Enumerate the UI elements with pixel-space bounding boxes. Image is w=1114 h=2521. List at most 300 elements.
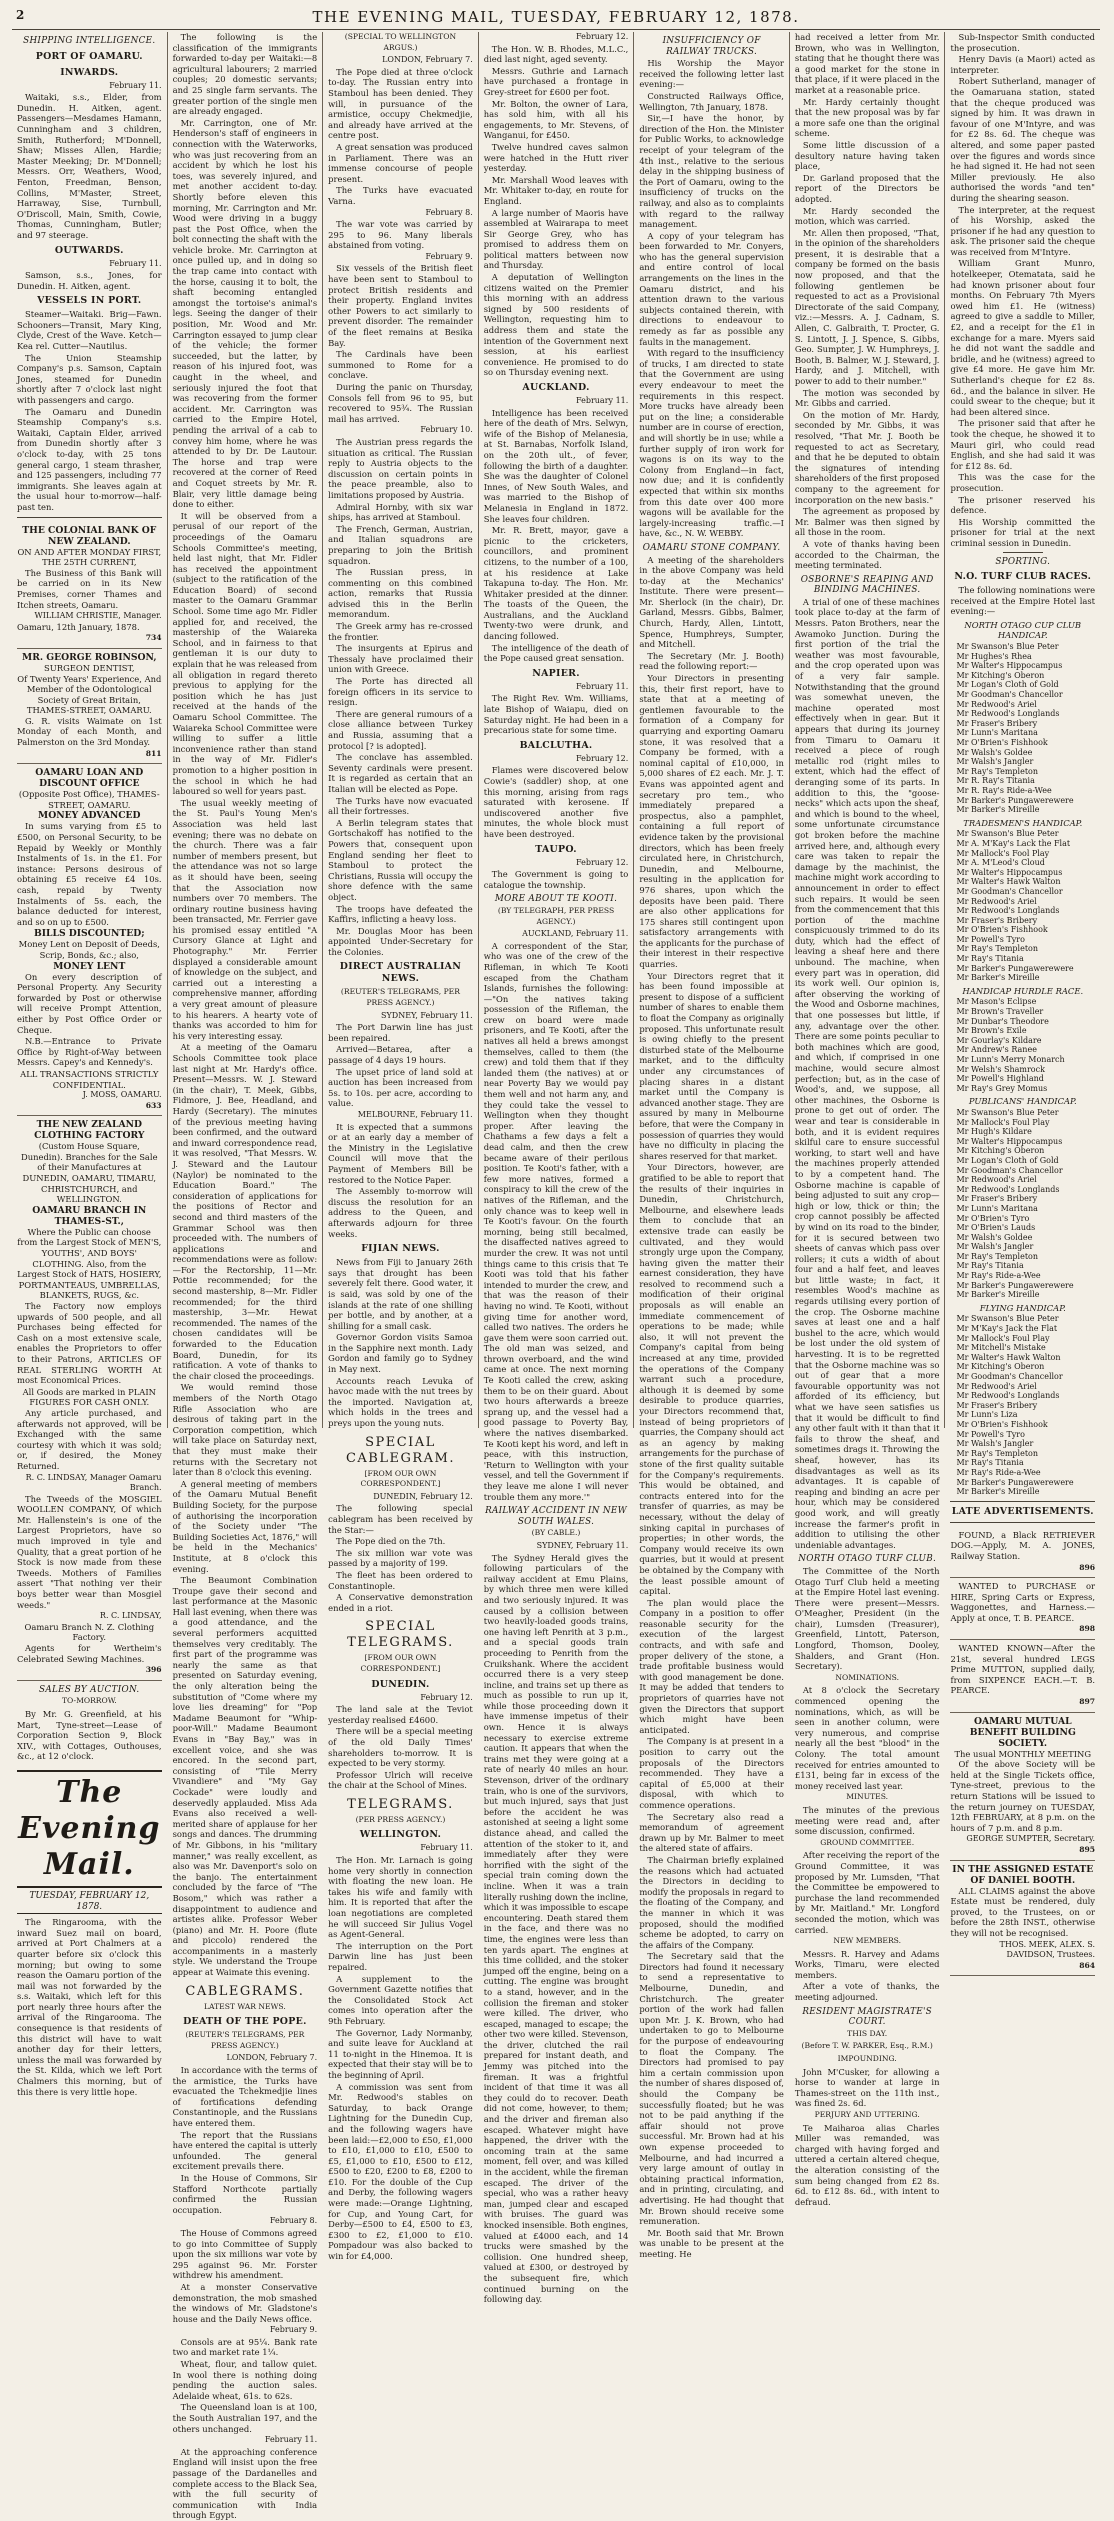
nomination-entry: Mr Logan's Cloth of Gold [956, 1155, 1059, 1165]
article-paragraph: The conclave has assembled. Seventy cardinals were present. It is regarded as certain that an Italian will be elected as Pope. [328, 752, 473, 794]
article-paragraph: The prisoner reserved his defence. [950, 494, 1096, 516]
nomination-entry: Mr Walsh's Goldee [956, 1232, 1033, 1242]
nomination-entry: Mr Powell's Tyro [956, 1429, 1025, 1439]
tradesmen-heading: TRADESMEN'S HANDICAP. [963, 817, 1083, 828]
nomination-entry: Mr Ray's Titania [956, 1458, 1024, 1468]
article-paragraph: Your Directors, however, are gratified to be able to report that the results of their inquiries in Dunedin, Christchurch, Melbourne, and elsewhere leads them to conclude that an extensive trade can easily be cultivated, and they would strongly urge upon the Company, having given the matter their earnest consideration, they have resolved to recommend such a modification of their original proposals as will enable an immediate commencement of operations to be made; while also, it will not prevent the Company's capital from being increased at any time, provided the operations of the Company warrant such a procedure, although it is deemed by some desirable to produce quarries, your Directors recommend that, instead of being proprietors of quarries, the Company should act as an agency by making arrangements for the purchase of stone of the first quality suitable for the Company's requirements. This would be obtained, and contracts entered into for the transfer of quarries, as may be necessary, without the delay of sinking capital in purchases of properties; in other words, the Company would receive its own quarries, but it would at present be obtained by the Company with the least possible amount of capital. [639, 1162, 784, 1597]
special-cable-heading: SPECIAL CABLEGRAM. [345, 1434, 455, 1466]
dateline: DUNEDIN, February 12. [373, 1491, 473, 1501]
dateline: LONDON, February 7. [382, 55, 473, 65]
nomination-entry: Mr O'Brien's Lauds [956, 1223, 1036, 1233]
article-paragraph: A trial of one of these machines took place to-day at the farm of Messrs. Paton Brothers, near the Awamoko Junction. During the first portion of the trial the weather was most favourable, and the crop operated upon was of a very fair sample. Notwithstanding that the ground was somewhat uneven, the machine operated most effectively when in gear. But it appears that during its journey from Timaru to Oamaru it received a piece of rough metallic rod (right miles to extent, which had the effect of deranging some of its parts. In addition to this, the "goose-necks" which acts upon the sheaf, and which is bound to the wheel, some unfortunate circumstance got broken before the machine arrived here, and, although every care was taken to repair the damage by the machinist, the machine might work according to announcement in order to effect such repairs. It would be seen from the commencement that this portion of the machine conspicuously trimmed to do its duty, which had the effect of leaving a sheaf here and there unbound. The machine, when every part was in operation, did its work well. Our opinion is, after observing the working of the Wood and Osborne machines, that one possesses but little, if any, advantage over the other. There are some points peculiar to both machines which are good, and which, if comprised in one machine, would secure almost perfection; but, as in the case of Wood's, and, we suppose, all other machines, the Osborne is prone to get out of order. The wear and tear is considerable in both, and it is evident requires skilful care to ensure successful working, to start well and have the machines properly attended to by a competent hand. The Osborne machine is capable of being adjusted to suit any crop—high or low, thick or thin; the crop cannot possibly be affected by wind on its road to the binder, for it is secured between two sheets of canvas which pass over rollers; it cuts a width of about four and a half feet, and leaves but little waste; in fact, it resembles Wood's machine as regards utilising every portion of the crop. The Osborne machine saves at least one and a half bushel to the acre, which would be lost under the old system of harvesting. It is to be regretted that the Osborne machine was so out of gear that a more favourable opportunity was not afforded of its efficiency, but what we have seen satisfies us that it would be difficult to find any other fault with it than that it fails to throw the sheaf, and sometimes drags it. Throwing the sheaf, however, has its disadvantages as well as its advantages. It is capable of reaping and binding an acre per hour, which may be considered good work, and will greatly increase the farmer's profit in addition to utilising the other undeniable advantages. [794, 596, 940, 1550]
nomination-entry: Mr Redwood's Longlands [956, 906, 1060, 916]
article-paragraph: The Hon. Mr. Larnach is going home very shortly in connection with floating the new loan. He takes his wife and family with him. It is reported that after the loan negotiations are completed he will succeed Sir Julius Vogel as Agent-General. [328, 1855, 473, 1940]
nomination-entry: Mr Lunn's Merry Monarch [956, 1055, 1065, 1064]
nomination-entry: Mr Kitching's Oberon [956, 1146, 1045, 1156]
wanted-no: 898 [1079, 1624, 1096, 1634]
wanted2-text: WANTED KNOWN—After the 21st, several hundred LEGS Prime MUTTON, supplied daily, from SIXPENCE EACH.—T. B. PEARCE. [950, 1643, 1096, 1696]
plain-text: Any article purchased, and afterwards not approved, will be Exchanged with the same courtesy with which it was sold; or, if desired, the Money Returned. [17, 1407, 162, 1471]
special-cable-sub: [FROM OUR OWN CORRESPONDENT.] [360, 1468, 441, 1489]
mutual-advertisement [950, 1713, 1095, 1861]
article-paragraph: The Sydney Herald gives the following particulars of the railway accident at Emu Plains, by which three men were killed and two seriously injured. It was caused by a collision between two heavily-loaded goods trains, one having left Penrith at 3 p.m., and a special goods train proceeding to Penrith from the Cruikshank. Where the accident occurred there is a very steep incline, and trains set up there as much as possible to run up it, while those proceeding down it have immense impetus of their own. Hence it is always necessary to exercise extreme caution. It appears that when the trains met they were going at a rate of nearly 40 miles an hour. Stevenson, driver of the ordinary train, who is one of the survivors, but much injured, says that just before the accident he was astonished at seeing a light some distance ahead, and called the attention of the stoker to it, and immediately after they were horrified with the sight of the special train coming down the incline. When it was a train literally rushing down the incline, which it was impossible to escape encountering. Death stared them in the face, and there was no time, the engines were less than ten yards apart. The engines at this time collided, and the stoker jumped off the engine, being on a cutting. The engine was brought to a stand, however, and in the collision the fireman and stoker were killed. The driver, who escaped, managed to escape; the other two were killed. Stevenson, the driver, clutched the rail prepared for instant death, and Jemmy was pitched into the fireman. It was a frightful incident of that time it was all they could do to recover. Death did not come, however, to them; and the driver and fireman also escaped. Whatever might have happened, the driver with the oncoming train at the same moment, fell over, and was killed in the accident, while the fireman escaped. The driver of the special, who was a rather heavy man, jumped clear and escaped with bruises. The guard was knocked insensible. Both engines, valued at £4000 each, and 14 trucks were smashed by the collision. One hundred sheep, valued at £300, or destroyed by the subsequent fire, which continued burning on the following day. [483, 1552, 629, 2305]
dentist-advertisement [17, 649, 162, 764]
confidential-line: ALL TRANSACTIONS STRICTLY CONFIDENTIAL. [20, 1068, 159, 1090]
article-paragraph: A Conservative demonstration ended in a riot. [328, 1592, 473, 1613]
article-paragraph: Mr. Marshall Wood leaves with Mr. Whitaker to-day, en route for England. [483, 174, 629, 206]
telegrams-sub: (PER PRESS AGENCY.) [355, 1814, 446, 1824]
nomination-entry: Mr Walsh's Jangler [956, 1439, 1034, 1449]
vessels-text: Steamer—Waitaki. Brig—Fawn. Schooners—Transit, Mary King, Clyde, Crest of the Wave. Ketch—Kea rel. Cutter—Nautilus. [17, 309, 162, 352]
tradesmen-list [950, 829, 1095, 983]
article-paragraph: Henry Davis (a Maori) acted as interpreter. [950, 54, 1096, 75]
nomination-entry: Mr Barker's Mireille [956, 1487, 1040, 1497]
moss-sig: J. MOSS, OAMARU. [82, 1090, 162, 1100]
article-paragraph: Mr. Hardy seconded the motion, which was carried. [794, 205, 940, 227]
dentist-text: Of Twenty Years' Experience, And Member of the Odontological Society of Great Britain, THAMES-STREET, OAMARU. [17, 673, 162, 716]
nomination-entry: Mr Barker's Pungawerewere [956, 963, 1074, 973]
nomination-entry: Mr Redwood's Longlands [956, 709, 1060, 719]
bills-text: Money Lent on Deposit of Deeds, Scrip, Bonds, &c.; also, [18, 939, 160, 960]
article-paragraph: Mr. Carrington, one of Mr. Henderson's staff of engineers in connection with the Waterworks, who was just recovering from an accident by which he lost his toes, was severely injured, and met another accident to-day. Shortly before eleven this morning, Mr. Carrington and Mr. Wood were driving in a buggy past the Post Office, when the bolt connecting the shaft with the vehicle broke. Mr. Carrington at once pulled up, and in doing so the trap came into contact with the horse, causing it to bolt, the shaft becoming entangled amongst the tortoise's animal's legs. Seeing the danger of their position, Mr. Wood and Mr. Carrington essayed to jump clear of the vehicle; the former succeeded, but the latter, by reason of his injured foot, was caught in the wheel, and seriously injured the foot that was recovering from the former accident. Mr. Carrington was carried to the Empire Hotel, pending the arrival of a cab to convey him home, where he was attended to by Dr. De Lautour. The horse and trap were recovered at the corner of Reed and Coquet streets by Mr. R. Blair, very little damage being done to either. [172, 117, 318, 510]
article-paragraph: A copy of your telegram has been forwarded to Mr. Conyers, who has the general supervision and entire control of local arrangements on the lines in the Oamaru district, and his attention drawn to the various subjects contained therein, with directions to endeavour to remedy as far as possible any faults in the management. [639, 230, 784, 347]
article-paragraph: The report that the Russians have entered the capital is utterly unfounded. The general excitement prevails there. [172, 2129, 318, 2172]
article-paragraph: Flames were discovered below Cowie's (saddler) shop, at one this morning, arising from rags saturated with kerosene. If undiscovered another five minutes, the whole block must have been destroyed. [483, 765, 629, 839]
death-heading: DEATH OF THE POPE. [183, 2016, 307, 2028]
article-paragraph: The Pope died at three o'clock to-day. The Russian entry into Stamboul has been denied. They will, in pursuance of the armistice, occupy Chekmedjie, and already have arrived at the centre post. [328, 66, 473, 141]
bank-sig: WILLIAM CHRISTIE, Manager. [34, 611, 162, 621]
article-paragraph: The motion was seconded by Mr. Gibbs and carried. [794, 387, 940, 409]
article-paragraph: The Assembly to-morrow will discuss the resolution for an address to the Queen, and afterwards adjourn for three weeks. [328, 1186, 473, 1239]
nomination-entry: Mr Ray's Templeton [956, 1251, 1039, 1261]
balclutha-heading: BALCLUTHA. [519, 739, 593, 751]
column-4 [478, 32, 634, 2305]
nomination-entry: Mr Barker's Pungawerewere [956, 795, 1074, 805]
article-paragraph: John M'Cusker, for allowing a horse to wander at large in Thames-street on the 11th inst., was fined 2s. 6d. [794, 2066, 940, 2109]
inwards-heading: INWARDS. [60, 66, 119, 78]
article-paragraph: The Committee of the North Otago Turf Club held a meeting at the Empire Hotel last evening. There were present—Messrs. O'Meagher, President (in the chair), Lumsden (Treasurer), Greenfield, Lintott, Paterson, Longford, Thomson, Dooley, Shalders, and Grant (Hon. Secretary). [794, 1565, 940, 1672]
nomination-entry: Mr Goodman's Chancellor [956, 690, 1063, 700]
bank-no: 734 [145, 633, 162, 643]
nomination-entry: Mr Hugh's Kildare [956, 1127, 1032, 1137]
nomination-entry: Mr Walter's Hippocampus [956, 867, 1063, 877]
nomination-entry: Mr Kitching's Oberon [956, 1362, 1045, 1372]
vessels-heading: VESSELS IN PORT. [37, 295, 142, 307]
clothing-advertisement [17, 1116, 162, 1681]
article-paragraph: There are general rumours of a close alliance between Turkey and Russia, assuming that a protocol [? is adopted]. [328, 708, 473, 751]
hurdle-heading: HANDICAP HURDLE RACE. [962, 985, 1084, 996]
article-paragraph: News from Fiji to January 26th says that drought has been severely felt there. Good water, it is said, was sold by one of the islands at the rate of one shilling per bottle, and by another, at a shilling for a small cask. [328, 1257, 473, 1331]
shipping-heading: SHIPPING INTELLIGENCE. [23, 36, 156, 46]
nomination-entry: Mr Mallock's Foul Play [956, 1117, 1050, 1127]
nomination-entry: Mr Andrew's Ranee [956, 1045, 1037, 1055]
article-paragraph: The Port Darwin line has just been repaired. [328, 1022, 473, 1043]
article-paragraph: Twelve hundred caves salmon were hatched in the Hutt river yesterday. [483, 141, 629, 174]
publicans-heading: PUBLICANS' HANDICAP. [968, 1096, 1077, 1107]
nomination-entry: Mr Lunn's Liza [956, 1410, 1018, 1420]
nomination-entry: Mr A. M'Kay's Lack the Flat [956, 838, 1071, 848]
article-paragraph: The intelligence of the death of the Pope caused great sensation. [483, 642, 629, 664]
dateline: February 9. [269, 2325, 318, 2335]
money-lent-text: On every description of Personal Property. Any Security forwarded by Post or otherwise will receive Prompt Attention, either by Post Office Order or Cheque. [17, 971, 162, 1035]
nomination-entry: Mr Redwood's Longlands [956, 1391, 1060, 1401]
article-paragraph: The interruption on the Port Darwin line has just been repaired. [328, 1940, 473, 1972]
clothing-heading: THE NEW ZEALAND CLOTHING FACTORY [34, 1119, 145, 1142]
article-paragraph: Sir,—I have the honor, by direction of the Hon. the Minister for Public Works, to acknowledge receipt of your telegram of the 4th inst., relative to the serious delay in the shipping business of the Port of Oamaru, owing to the insufficiency of trucks on the railway, and also as to complaints with regard to the railway management. [639, 113, 784, 230]
nomination-entry: Mr Ray's Templeton [956, 1448, 1039, 1458]
nomination-entry: Mr Welsh's Shamrock [956, 1064, 1045, 1074]
auckland-heading: AUCKLAND. [522, 382, 590, 393]
kooti-sub: (BY TELEGRAPH, PER PRESS AGENCY.) [497, 905, 615, 926]
money-lent-heading: MONEY LENT [53, 960, 126, 972]
article-paragraph: Accounts reach Levuka of havoc made with the nut trees by the imported. Navigation at, which holds in the trees and preys upon the young nuts. [328, 1375, 473, 1429]
article-paragraph: The Right Rev. Wm. Williams, late Bishop of Waiapu, died on Saturday night. He had been in a precarious state for some time. [483, 693, 629, 736]
dateline: AUCKLAND, February 11. [522, 929, 629, 939]
nomination-entry: Mr Ray's Titania [956, 1261, 1024, 1271]
sales-sub: TO-MORROW. [61, 1696, 117, 1706]
dateline: February 12. [575, 753, 629, 763]
outwards-heading: OUTWARDS. [54, 244, 124, 256]
nomination-entry: Mr Barker's Pungawerewere [956, 1477, 1074, 1487]
dateline: February 9. [425, 251, 473, 261]
found-no: 896 [1079, 1562, 1096, 1572]
estate-no: 864 [1079, 1960, 1096, 1970]
lindsay-sig: R. C. LINDSAY, Manager Oamaru Branch. [25, 1472, 162, 1493]
estate-sig: THOS. MEEK, ALEX. S. DAVIDSON, Trustees. [999, 1939, 1096, 1960]
article-paragraph: The Government is going to catalogue the township. [483, 869, 629, 890]
nomination-entry: Mr Powell's Tyro [956, 934, 1025, 944]
article-paragraph: The following nominations were received at the Empire Hotel last evening:— [950, 585, 1096, 617]
nomination-entry: Mr Powell's Highland [956, 1074, 1044, 1084]
article-paragraph: A large number of Maoris have assembled at Wairarapa to meet Sir George Grey, who has promised to address them on political matters between now and Thursday. [483, 207, 629, 271]
ground-heading: GROUND COMMITTEE. [820, 1837, 915, 1847]
nomination-entry: Mr Lunn's Maritana [956, 728, 1038, 738]
nomination-entry: Mr Goodman's Chancellor [956, 886, 1063, 896]
article-paragraph: Messrs. Guthrie and Larnach have purchased a frontage in Grey-street for £600 per foot. [483, 65, 629, 97]
bank-text: The Business of this Bank will be carried on in its New Premises, corner Thames and Itchen streets, Oamaru. [17, 567, 162, 610]
article-paragraph: His Worship committed the prisoner for trial at the next criminal session in Dunedin. [950, 516, 1096, 548]
mutual-sig: GEORGE SUMPTER, Secretary. [966, 1834, 1096, 1844]
osborne-heading: OSBORNE'S REAPING AND BINDING MACHINES. [800, 574, 934, 596]
branch-text: Where the Public can choose from the Largest Stock of MEN'S, YOUTHS', AND BOYS' CLOTHING. Also, from the Largest Stock of HATS, HOSIERY, PORTMANTEAUS, UMBRELLAS, BLANKETS, RUGS, &c. [17, 1226, 162, 1301]
loan-sub: (Opposite Post Office), THAMES-STREET, OAMARU. [18, 789, 160, 810]
nomination-entry: Mr Ray's Templeton [956, 944, 1039, 954]
dunedin-heading: DUNEDIN. [371, 1678, 430, 1690]
nomination-entry: Mr Swanson's Blue Peter [956, 1314, 1059, 1324]
column-5 [633, 32, 789, 2259]
article-paragraph: The Turks have evacuated Varna. [328, 185, 473, 206]
dateline: February 12. [575, 32, 629, 41]
nomination-entry: Mr Gourlay's Kildare [956, 1035, 1042, 1045]
insuff-heading: INSUFFICIENCY OF RAILWAY TRUCKS. [662, 36, 761, 57]
article-paragraph: A deputation of Wellington citizens waited on the Premier this morning with an address signed by 500 residents of Wellington, requesting him to address them and state the intention of the Government next session, at his earliest convenience. He promised to do so on Thursday evening next. [483, 272, 629, 378]
nomination-entry: Mr Ray's Ride-a-Wee [956, 1271, 1041, 1281]
article-paragraph: The plan would place the Company in a position to offer reasonable security for the execution of the largest contracts, and with safe and proper delivery of the stone, a trade profitable business would with good management be done. It may be added that tenders to proprietors of quarries have not given the Directors that support which might have been anticipated. [639, 1597, 784, 1735]
article-paragraph: Some little discussion of a desultory nature having taken place, [794, 139, 940, 172]
estate-heading: IN THE ASSIGNED ESTATE OF DANIEL BOOTH. [952, 1863, 1094, 1886]
dateline: SYDNEY, February 11. [381, 1010, 473, 1020]
article-paragraph: The prisoner said that after he took the cheque, he showed it to Mauri girl, who could read English, and she had said it was for £12 8s. 6d. [950, 418, 1096, 471]
nominations-heading: NOMINATIONS. [835, 1672, 899, 1682]
masthead [12, 6, 1100, 30]
article-paragraph: Your Directors in presenting this, their first report, have to state that at a meeting of gentlemen favourable to the formation of a Company for quarrying and exporting Oamaru stone, it was resolved that a Company be formed, with a nominal capital of £10,000, in 5,000 shares of £2 each. Mr. J. T. Evans was appointed agent and secretary pro tem., who immediately prepared a prospectus, also a pamphlet, containing a full report of evidence taken by the provisional directors, which has been freely circulated here, in Christchurch, Dunedin, and Melbourne, resulting in the application for 976 shares, upon which the deposits have been paid. There are also other applications for 175 shares still contingent upon satisfactory arrangements with the applicants for the purchase of their interest in their respective quarries. [639, 673, 784, 970]
article-paragraph: We would remind those members of the North Otago Rifle Association who are desirous of taking part in the Corporation competition, which will take place on Saturday next, that they must make their returns with the Secretary not later than 8 o'clock this evening. [172, 1382, 318, 1478]
wanted-text: WANTED to PURCHASE or HIRE, Spring Carts or Express, Waggonettes, and Harness.—Apply at once, T. B. PEARCE. [950, 1581, 1096, 1623]
nomination-entry: Mr Ray's Ride-a-Wee [956, 1467, 1041, 1477]
rm-sub: (Before T. W. PARKER, Esq., R.M.) [801, 2041, 933, 2051]
article-paragraph: Mr. R. Brett, mayor, gave a picnic to the cricketers, councillors, and prominent citizens, to the number of a 100, at his residence at Lake Takapuna to-day. The Hon. Mr. Whitaker presided at the dinner. The toasts of the Queen, the Australians, and the Auckland Twenty-two were drunk, and dancing followed. [483, 525, 629, 642]
nomination-entry: Mr Redwood's Ariel [956, 896, 1037, 906]
article-paragraph: Constructed Railways Office, Wellington, 7th January, 1878. [639, 90, 784, 112]
article-paragraph: The Secretary (Mr. J. Booth) read the following report:— [639, 650, 784, 672]
flying-heading: FLYING HANDICAP. [979, 1302, 1066, 1313]
article-paragraph: The Secretary also read a memorandum of agreement drawn up by Mr. Balmer to meet the altered state of affairs. [639, 1811, 784, 1854]
nomination-entry: Mr Mallock's Fool Play [956, 848, 1050, 858]
money-heading: MONEY ADVANCED [38, 810, 141, 822]
article-paragraph: At the approaching conference England will insist upon the free passage of the Dardanelles and complete access to the Black Sea, with the full security of communication with India through Egypt. [172, 2446, 318, 2521]
article-paragraph: Six vessels of the British fleet have been sent to Stamboul to protect British residents and their property. England invites other Powers to act similarly to prevent disorder. The remainder of the fleet remains at Besika Bay. [328, 263, 473, 348]
nomination-entry: Mr Walter's Hawk Walton [956, 1352, 1061, 1362]
article-paragraph: Mr. Hardy certainly thought that the new proposal was by far a more safe one than the original scheme. [794, 96, 940, 139]
nomination-entry: Mr Fraser's Bribery [956, 718, 1038, 728]
article-paragraph: Robert Sutherland, manager of the Oamaruana station, stated that the cheque produced was signed by him. It was drawn in favour of one M'Intyre, and was for £2 8s. 6d. The cheque was altered, and some paper pasted over the figures and words since he had signed it. He had not seen Miller previously. He also authorised the words "and ten" during the shearing season. [950, 76, 1096, 203]
nomination-entry: Mr Mallock's Foul Play [956, 1333, 1050, 1343]
column-7 [944, 32, 1100, 1970]
nomination-entry: Mr Ray's Titania [956, 954, 1024, 964]
moss-no: 633 [145, 1100, 162, 1110]
article-paragraph: A vote of thanks having been accorded to the Chairman, the meeting terminated. [794, 538, 940, 571]
column-3 [322, 32, 478, 2262]
money-lent-note: N.B.—Entrance to Private Office by Right-of-Way between Messrs. Capey's and Kennedy's. [17, 1036, 162, 1068]
article-paragraph: A great sensation was produced in Parliament. There was an immense concourse of people present. [328, 141, 473, 184]
article-paragraph: Mr. Allen then proposed, "That, in the opinion of the shareholders present, it is desirable that a company be formed on the basis now proposed, and that the following gentlemen be requested to act as a Provisional Directorate of the said Company, viz.:—Messrs. A. J. Cadnam, S. Allen, C. Galbraith, T. Procter, G. S. Lintott, J. J. Spence, S. Gibbs, Geo. Sumpter, J. W. Humphreys, J. Booth, B. Balmer, W. J. Steward, J. Hardy, and J. Mitchell, with power to add to their number." [794, 227, 940, 386]
article-paragraph: The upset price of land sold at auction has been increased from 5s. to 10s. per acre, according to value. [328, 1066, 473, 1109]
nomination-entry: Mr Lunn's Maritana [956, 1203, 1038, 1213]
dateline: February 8. [269, 2216, 318, 2226]
nomination-entry: Mr Walsh's Jangler [956, 1242, 1034, 1252]
dateline: SYDNEY, February 11. [536, 1540, 629, 1550]
article-paragraph: Intelligence has been received here of the death of Mrs. Selwyn, wife of the Bishop of Melanesia, at St. Barnabas, Norfolk Island, on the 20th ult., of fever, following the birth of a daughter. She was the daughter of Colonel Innes, of New South Wales, and was married to the Bishop of Melanesia in England in 1872. She leaves four children. [483, 407, 629, 524]
minutes-heading: MINUTES. [846, 1792, 889, 1802]
dateline: MELBOURNE, February 11. [357, 1110, 473, 1119]
article-paragraph: The Russian press, in commenting on this combined action, remarks that Russia advised this in the Berlin memorandum. [328, 567, 473, 620]
article-paragraph: The Pope died on the 7th. [336, 1536, 446, 1547]
nomination-entry: Mr Walter's Hippocampus [956, 1136, 1063, 1146]
late-heading: LATE ADVERTISEMENTS. [951, 1505, 1094, 1517]
dateline: February 11. [575, 396, 629, 405]
article-paragraph: At a monster Conservative demonstration, the mob smashed the windows of Mr. Gladstone's house and the Daily News office. [172, 2281, 318, 2324]
stone-heading: OAMARU STONE COMPANY. [642, 542, 781, 553]
impounding-heading: IMPOUNDING. [837, 2054, 897, 2064]
article-paragraph: The following special cablegram has been received by the Star:— [328, 1503, 473, 1535]
mutual-sub: The usual MONTHLY MEETING [954, 1748, 1092, 1759]
outwards-date: February 11. [109, 258, 162, 268]
article-paragraph: In the House of Commons, Sir Stafford Northcote partially confirmed the Russian occupation. [172, 2172, 318, 2215]
direct-heading: DIRECT AUSTRALIAN NEWS. [339, 961, 462, 985]
cablegrams-heading: CABLEGRAMS. [185, 1983, 305, 1999]
new-member-heading: NEW MEMBERS. [833, 1936, 902, 1946]
tweeds-note: Oamaru Branch N. Z. Clothing Factory. [24, 1621, 155, 1643]
article-paragraph: Mr. Booth said that Mr. Brown was unable to be present at the meeting. He [639, 2227, 784, 2259]
article-paragraph: After receiving the report of the Ground Committee, it was proposed by Mr. Lumsden, "That the Committee be empowered to purchase the land recommended by Mr. Maitland." Mr. Longford seconded the motion, which was carried. [794, 1850, 940, 1935]
found-advertisement [950, 1527, 1095, 1578]
article-paragraph: Consols are at 95¼. Bank rate two and market rate 1¼. [172, 2336, 318, 2358]
nomination-entry: Mr O'Brien's Fishhook [956, 1419, 1048, 1429]
article-paragraph: A correspondent of the Star, who was one of the crew of the Rifleman, in which Te Kooti escaped from the Chatham Islands, furnishes the following:—"On the natives taking possession of the Rifleman, the crew on board were made prisoners, and Te Kooti, after the natives all held a brews amongst themselves, called to them (the crew) and told them that if they landed them (the natives) at or near Poverty Bay we would pay them well and not harm any, and they could take the vessel to Wellington when they thought proper. After leaving the Chathams a few days a felt a dead calm, and then the crew became aware of their perilous position. Te Kooti's father, with a few more natives, formed a conspiracy to kill the crew of the natives of the Rifleman, and the only chance was to keep well in Te Kooti's favour. On the fourth morning, being still becalmed, the disaffected natives agreed to murder the crew. It was not until things came to this crisis that Te Kooti was told that his father intended to murder the crew, and that was the reason of their having no wind. Te Kooti, without giving time for another word, called two natives. The orders he gave them were soon carried out. The old man was seized, and thrown overboard, and the wind came at once. The next morning Te Kooti called the crew, asking them to be on their guard. About two hours afterwards a breeze sprang up, and the vessel had a good passage to Poverty Bay, where the natives disembarked. Te Kooti kept his word, and left in peace, with this instruction, 'Return to Wellington with your vessel, and tell the Government if they leave me alone I will never trouble them any more.'" [483, 940, 629, 1502]
nomination-entry: Mr Logan's Cloth of Gold [956, 680, 1059, 690]
special-tele-heading: SPECIAL TELEGRAMS. [347, 1619, 454, 1651]
article-paragraph: Dr. Garland proposed that the report of the Directors be adopted. [794, 172, 940, 204]
wanted-advertisement [950, 1578, 1095, 1640]
article-paragraph: The war vote was carried by 295 to 96. Many liberals abstained from voting. [328, 219, 473, 251]
death-sub: (REUTER'S TELEGRAMS, PER PRESS AGENCY.) [185, 2030, 305, 2050]
article-paragraph: The Governor, Lady Normanby, and suite leave for Auckland at 11 to-night in the Hinemoa. It is expected that their stay will be to the beginning of April. [328, 2027, 473, 2080]
article-paragraph: The agreement as proposed by Mr. Balmer was then signed by all those in the room. [794, 506, 940, 538]
tweeds-text: The Tweeds of the MOSGIEL WOOLLEN COMPANY, Of which Mr. Hallenstein's is one of the Largest Proprietors, have so much improved in tyle and Quality, that a great portion of he Stock is now made from these Tweeds. Mothers of Families assert "That nothing ver their boys better wear than Mosgiel weeds." [17, 1493, 162, 1610]
found-text: FOUND, a Black RETRIEVER DOG.—Apply, M. A. JONES, Railway Station. [950, 1529, 1096, 1561]
nomination-entry: Mr Ray's Templeton [956, 766, 1039, 776]
article-paragraph: Messrs. R. Harvey and Adams Works, Timaru, were elected members. [794, 1948, 940, 1980]
article-paragraph: The Greek army has re-crossed the frontier. [328, 621, 473, 642]
article-paragraph: The interpreter, at the request of his Worship, asked the prisoner if he had any question to ask. The prisoner said the cheque was received from M'Intyre. [950, 204, 1096, 257]
sporting-heading: SPORTING. [995, 556, 1051, 567]
article-paragraph: The Queensland loan is at 100, the South Australian 197, and the others unchanged. [172, 2402, 318, 2434]
nomination-entry: Mr Goodman's Chancellor [956, 1165, 1063, 1175]
taupo-heading: TAUPO. [535, 843, 577, 855]
perjury-heading: PERJURY AND UTTERING. [814, 2110, 920, 2119]
article-paragraph: The Porte has directed all foreign officers in its service to resign. [328, 676, 473, 708]
nomination-entry: Mr Barker's Pungawerewere [956, 1280, 1074, 1290]
article-paragraph: A commission was sent from Mr. Redwood's stables on Saturday, to back Orange Lightning for the Dunedin Cup, and the following wagers have been laid:—£2,000 to £50, £1,000 to £10, £1,000 to £10, £500 to £5, £1,000 to £10, £500 to £12, £500 to £20, £200 to £8, £200 to £10. For the double of the Cup and Derby, the following wagers were made:—Orange Lightning, for Cup, and Young Cart, for Derby—£500 to £4, £500 to £3, £300 to £2, £1,000 to £10. Pompadour was also backed to win for £4,000. [328, 2081, 473, 2262]
masthead-title: THE EVENING MAIL, TUESDAY, FEBRUARY 12, 1878. [312, 8, 800, 27]
bank-heading: THE COLONIAL BANK OF NEW ZEALAND. [22, 524, 157, 547]
publicans-list [950, 1108, 1095, 1300]
direct-sub: (REUTER'S TELEGRAMS, PER PRESS AGENCY.) [340, 987, 460, 1008]
sales-heading: SALES BY AUCTION. [39, 1684, 140, 1695]
page-number: 2 [16, 8, 25, 22]
special-tele-sub: [FROM OUR OWN CORRESPONDENT.] [360, 1653, 441, 1673]
dentist-heading: MR. GEORGE ROBINSON, [22, 651, 157, 663]
article-paragraph: This was the case for the prosecution. [950, 472, 1096, 493]
inwards-text: Waitaki, s.s., Elder, from Dunedin. H. Aitken, agent. Passengers—Mesdames Hamann, Cunningham and 3 children, Smith, Rutherford; M'Donnell, Shaw; Misses Allen, Hardie; Master Meeking; Dr. M'Donnell; Messrs. Orr, Weathers, Wood, Fenton, Freedman, Benson, Collins, M'Master, Street, Harraway, Sise, Turnbull, O'Driscoll, Main, Smith, Cowie, Thomas, Cunningham, Butler; and 97 steerage. [17, 92, 162, 240]
article-paragraph: Sub-Inspector Smith conducted the prosecution. [950, 32, 1096, 53]
nomination-entry: Mr R. Ray's Titania [956, 776, 1035, 786]
article-paragraph: There will be a special meeting of the old Daily Times' shareholders to-morrow. It is expected to be very stormy. [328, 1726, 473, 1769]
editorial-text: The Ringarooma, with the inward Suez mail on board, arrived at Port Chalmers at a quarter before six o'clock this morning; but owing to some reason the Oamaru portion of the mail was not forwarded by the s.s. Waitaki, which left for this port nearly three hours after the arrival of the Ringarooma. The consequence is that residents of this district will have to wait another day for their letters, unless the mail was forwarded by the St. Kilda, which we left Port Chalmers this morning, but of this there is very little hope. [17, 1917, 162, 2097]
mutual-no: 895 [1079, 1844, 1096, 1854]
nomination-entry: Mr Barker's Mireille [956, 1290, 1040, 1300]
dentist-sub: SURGEON DENTIST, [44, 662, 135, 673]
flying-list [950, 1314, 1095, 1496]
cup-list [950, 642, 1095, 815]
mutual-text: Of the above Society will be held at the Single Tickets office, Tyne-street, previous to the return Stations will be issued to the return journey on TUESDAY, 12th FEBRUARY, at 8 p.m. on the hours of 7 p.m. and 8 p.m. [950, 1759, 1096, 1833]
article-paragraph: The following is the classification of the immigrants forwarded to-day per Waitaki:—8 agricultural labourers; 2 married couples; 20 domestic servants; and 25 single farm servants. The greater portion of the single men are already engaged. [172, 32, 318, 117]
mutual-heading: OAMARU MUTUAL BENEFIT BUILDING SOCIETY. [969, 1715, 1076, 1749]
nomination-entry: Mr O'Brien's Tyro [956, 1213, 1030, 1223]
nomination-entry: Mr Walter's Hawk Walton [956, 877, 1061, 887]
bills-heading: BILLS DISCOUNTED; [33, 928, 145, 940]
nomination-entry: Mr Ray's Grey Momus [956, 1083, 1048, 1093]
nomination-entry: Mr O'Brien's Fishhook [956, 738, 1048, 747]
nomination-entry: Mr Mitchell's Mistake [956, 1343, 1046, 1353]
telegrams-heading: TELEGRAMS. [347, 1796, 454, 1812]
tweeds-sig: R. C. LINDSAY, [99, 1611, 162, 1621]
nomination-entry: Mr Redwood's Longlands [956, 1184, 1060, 1194]
nomination-entry: Mr Walsh's Goldee [956, 747, 1033, 757]
article-paragraph: A meeting of the shareholders in the above Company was held to-day at the Mechanics' Institute. There were present—Mr. Sherlock (in the chair), Dr. Garland, Messrs. Gibbs, Balmer, Church, Hardy, Allen, Lintott, Spence, Humphreys, Sumpter, and Mitchell. [639, 554, 784, 650]
dateline: February 8. [425, 207, 473, 217]
agents-no: 396 [145, 1665, 162, 1675]
article-paragraph: Arrived—Betarea, after a passage of 4 days 19 hours. [328, 1044, 473, 1066]
article-paragraph: It is expected that a summons or at an early day a member of the Ministry in the Legislative Council will move that the Payment of Members Bill be restored to the Notice Paper. [328, 1121, 473, 1185]
article-paragraph: The Chairman briefly explained the reasons which had actuated the Directors in deciding to modify the proposals in regard to the floating of the Company, and the manner in which it was proposed, should the modified scheme be adopted, to carry on the affairs of the Company. [639, 1854, 784, 1950]
nomination-entry: Mr Redwood's Ariel [956, 1175, 1037, 1185]
nomination-entry: Mr Barker's Mireille [956, 973, 1040, 983]
article-paragraph: The usual weekly meeting of the St. Paul's Young Men's Association was held last evening; there was no debate on the church. There was a fair number of members present, but the attendance was not so large as it should have been, seeing that the Association now numbers over 70 members. The ordinary routine business having been transacted, Mr. Ferrier gave his promised essay entitled "A Cursory Glance at Light and Photography." Mr. Ferrier displayed a considerable amount of knowledge on the subject, and carried out a interesting a comprehensive manner, affording a very great amount of pleasure to his hearers. A hearty vote of thanks was accorded to him for his very interesting essay. [172, 797, 318, 1041]
article-paragraph: The Turks have now evacuated all their fortresses. [328, 795, 473, 817]
article-paragraph: During the panic on Thursday, Consols fell from 96 to 95, but recovered to 95¾. The Russian mail has arrived. [328, 382, 473, 424]
article-paragraph: The Beaumont Combination Troupe gave their second and last performance at the Masonic Hall last evening, when there was a good attendance, and the several performers acquitted themselves very creditably. The first part of the programme was nearly the same as that presented on Saturday evening, the only alteration being the substitution of "Come where my love lies dreaming" for "Pop Madame Beaumont for "Whip-poor-Will." Madame Beaumont Evans in "Bay Bay," was in excellent voice, and she was encored. In the second part, consisting of "Tile Merry Vivandiere" and "My Gay Cockade" were loudly and deservedly applauded. Miss Ada Evans also received a well-merited share of applause for her songs and dances. The drumming of Mr. Gibbons, in his "military manner," was really excellent, as also was Mr. Davenport's solo on the banjo. The entertainment concluded by the farce of "The Bosom," which was rather a disappointment to audience and artistes alike. Professor Weber (piano) and Mr. H. Poore (flute and piccolo) rendered the accompaniments in a masterly style. We understand the Troupe appear at Waimate this evening. [172, 1575, 318, 1978]
plain-heading: All Goods are marked in PLAIN FIGURES FOR CASH ONLY. [22, 1386, 156, 1408]
article-paragraph: A general meeting of members of the Oamaru Mutual Benefit Building Society, for the purpose of authorising the incorporation of the Society under "The Building Societies Act, 1876," will be held in the Mechanics' Institute, at 8 o'clock this evening. [172, 1478, 318, 1574]
article-paragraph: The Austrian press regards the situation as critical. The Russian reply to Austria objects to the discussion on certain points in the peace preamble, also to limitations proposed by Austria. [328, 436, 473, 500]
outwards-text: Samson, s.s., Jones, for Dunedin. H. Aitken, agent. [17, 270, 162, 291]
article-paragraph: The minutes of the previous meeting were read and, after some discussion, confirmed. [794, 1804, 940, 1837]
nomination-entry: Mr Brown's Exile [956, 1026, 1027, 1036]
dateline: February 12. [420, 1692, 473, 1702]
article-paragraph: had received a letter from Mr. Brown, who was in Wellington, stating that he thought there was a good market for the stone in that place, if it were placed in the market at a reasonable price. [794, 32, 940, 95]
nomination-entry: Mr Fraser's Bribery [956, 1194, 1038, 1204]
wellington-heading: WELLINGTON. [359, 1829, 442, 1841]
evening-mail-logo-block [17, 1770, 162, 1888]
nomination-entry: Mr M'Kay's Jack the Flat [956, 1324, 1058, 1334]
nomination-entry: Mr Fraser's Bribery [956, 1400, 1038, 1410]
article-paragraph: Admiral Hornby, with six war ships, has arrived at Stamboul. [328, 501, 473, 523]
dentist-note: G. R. visits Waimate on 1st Monday of each Month, and Palmerston on the 3rd Monday. [17, 715, 162, 748]
nomination-entry: Mr Mason's Eclipse [956, 997, 1037, 1007]
article-paragraph: The Cardinals have been summoned to Rome for a conclave. [328, 349, 473, 381]
nomination-entry: Mr Brown's Traveller [956, 1007, 1044, 1017]
nomination-entry: Mr Barker's Mireille [956, 805, 1040, 815]
dateline: February 12. [575, 857, 629, 867]
clothing-sub: (Custom House Square, Dunedin). Branches for the Sale of their Manufactures at DUNEDIN, OAMARU, TIMARU, CHRISTCHURCH, and WELLINGTON. [20, 1141, 158, 1205]
bank-sub: ON AND AFTER MONDAY FIRST, THE 25TH CURRENT, [17, 546, 162, 568]
article-paragraph: His Worship the Mayor received the following letter last evening:— [639, 58, 784, 90]
column-1 [12, 32, 167, 2097]
article-paragraph: On the motion of Mr. Hardy, seconded by Mr. Gibbs, it was resolved, "That Mr. J. Booth be requested to act as Secretary, and that he be deputed to obtain the signatures of intending shareholders of the first proposed company to the agreement for incorporation on the new basis." [794, 409, 940, 505]
dateline: February 11. [575, 681, 629, 691]
article-paragraph: The Secretary said that the Directors had found it necessary to send a representative to Melbourne, Dunedin, and Christchurch. The greater portion of the work had fallen upon Mr. J. K. Brown, who had undertaken to go to Melbourne for the purpose of endeavouring to float the Company. The Directors had promised to pay him a certain commission upon the number of shares disposed of, should the Company be successfully floated; but he was not to be paid anything if the affair should not prove successful. Mr. Brown had at his own expense proceeded to Melbourne, and had incurred a very large amount of outlay in obtaining practical information, and in printing, circulating, and advertising. He had thought that Mr. Brown should receive some remuneration. [639, 1951, 784, 2227]
dateline: February 11. [264, 2435, 318, 2445]
article-paragraph: The French, German, Austrian, and Italian squadrons are preparing to join the British squadron. [328, 523, 473, 566]
nomination-entry: Mr A. M'Leod's Cloud [956, 858, 1045, 868]
wanted2-advertisement [950, 1640, 1095, 1713]
article-paragraph: The land sale at the Teviot yesterday realised £4600. [328, 1704, 473, 1725]
columns [12, 32, 1100, 2521]
article-paragraph: Te Maiharoa alias Charles Miller was remanded, was charged with having forged and uttered a certain altered cheque, the alteration consisting of the sum being changed from £2 8s. 6d. to £12 8s. 6d., with intent to defraud. [794, 2122, 940, 2207]
nomination-entry: Mr Dunbar's Theodore [956, 1016, 1049, 1026]
estate-text: ALL CLAIMS against the above Estate must be rendered, duly proved, to the Trustees, on or before the 28th INST., otherwise they will not be recognised. [950, 1885, 1096, 1938]
wanted2-no: 897 [1079, 1697, 1096, 1707]
article-paragraph: After a vote of thanks, the meeting adjourned. [794, 1981, 940, 2003]
bank-advertisement [17, 522, 162, 649]
nomination-entry: Mr Redwood's Ariel [956, 699, 1037, 709]
factory-text: The Factory now employs upwards of 500 people, and all Purchases being effected for Cash on a most extensive scale, enables the Proprietors to offer to their Patrons, ARTICLES OF REAL STERLING WORTH At most Economical Prices. [17, 1301, 162, 1386]
special-heading: (SPECIAL TO WELLINGTON ARGUS.) [344, 32, 457, 52]
railway-heading: RAILWAY ACCIDENT IN NEW SOUTH WALES. [485, 1506, 627, 1527]
rm-heading: RESIDENT MAGISTRATE'S COURT. [802, 2006, 933, 2028]
column-2 [167, 32, 323, 2521]
fijian-heading: FIJIAN NEWS. [361, 1243, 440, 1255]
